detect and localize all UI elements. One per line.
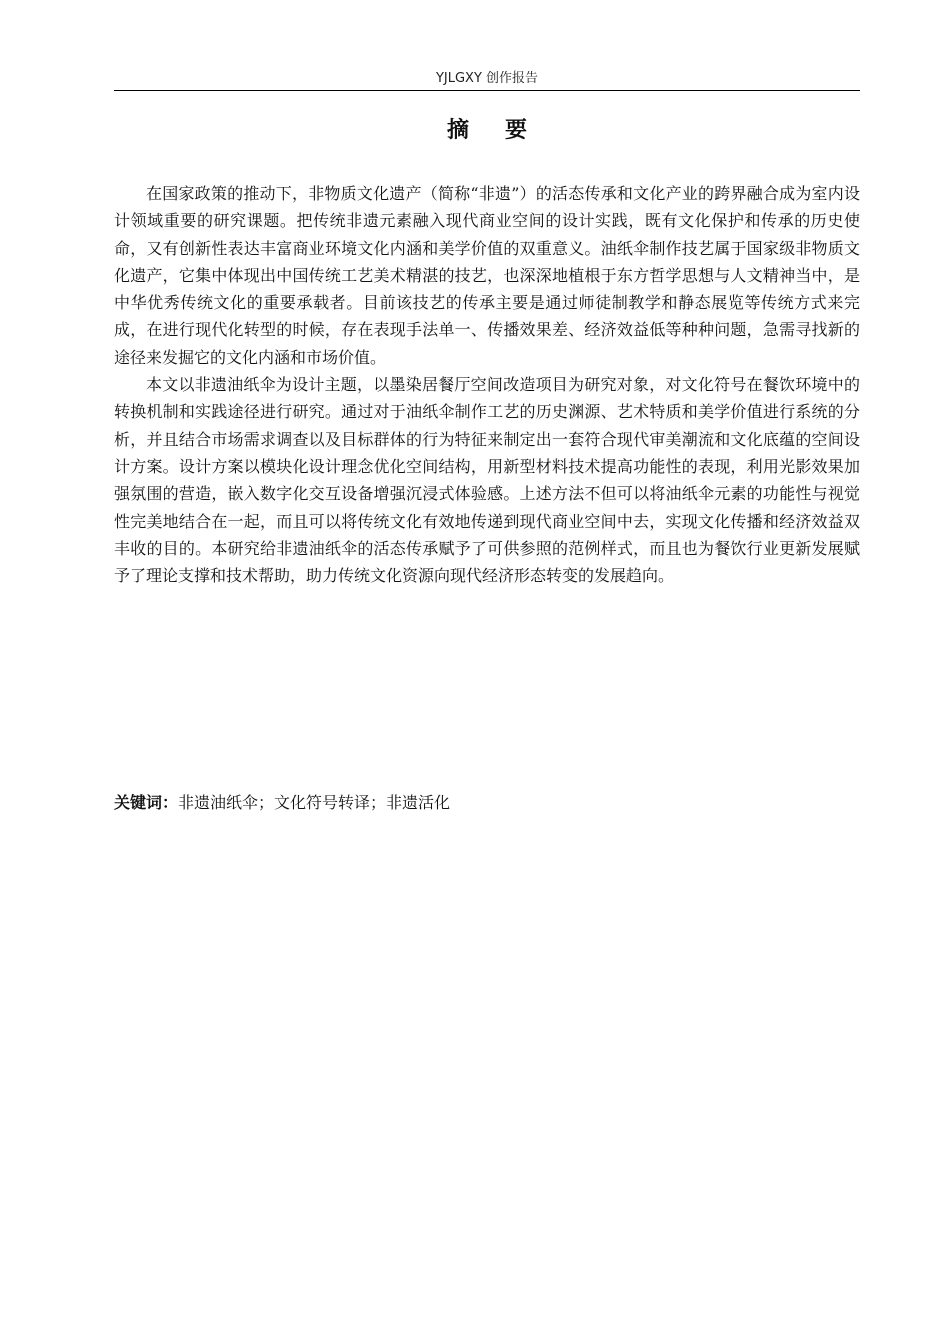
keywords-text: 非遗油纸伞；文化符号转译；非遗活化 [178,793,451,812]
abstract-paragraph-1: 在国家政策的推动下，非物质文化遗产（简称“非遗”）的活态传承和文化产业的跨界融合成为室内设计领域重要的研究课题。把传统非遗元素融入现代商业空间的设计实践，既有文化保护和传承的历史使命，又有创新性表达丰富商业环境文化内涵和美学价值的双重意义。油纸伞制作技艺属于国家级非物质文化遗产，它集中体现出中国传统工艺美术精湛的技艺，也深深地植根于东方哲学思想与人文精神当中，是中华优秀传统文化的重要承载者。目前该技艺的传承主要是通过师徒制教学和静态展览等传统方式来完成，在进行现代化转型的时候，存在表现手法单一、传播效果差、经济效益低等种种问题，急需寻找新的途径来发掘它的文化内涵和市场价值。 [114,184,860,367]
page-header: YJLGXY 创作报告 [435,71,539,86]
page-title: 摘要 [446,118,563,143]
abstract-body [114,180,860,589]
keywords-line [114,790,860,816]
header-divider [114,90,860,91]
keywords-label: 关键词： [114,793,179,812]
abstract-paragraph-2: 本文以非遗油纸伞为设计主题，以墨染居餐厅空间改造项目为研究对象，对文化符号在餐饮环境中的转换机制和实践途径进行研究。通过对于油纸伞制作工艺的历史渊源、艺术特质和美学价值进行系统的分析，并且结合市场需求调查以及目标群体的行为特征来制定出一套符合现代审美潮流和文化底蕴的空间设计方案。设计方案以模块化设计理念优化空间结构，用新型材料技术提高功能性的表现，利用光影效果加强氛围的营造，嵌入数字化交互设备增强沉浸式体验感。上述方法不但可以将油纸伞元素的功能性与视觉性完美地结合在一起，而且可以将传统文化有效地传递到现代商业空间中去，实现文化传播和经济效益双丰收的目的。本研究给非遗油纸伞的活态传承赋予了可供参照的范例样式，而且也为餐饮行业更新发展赋予了理论支撑和技术帮助，助力传统文化资源向现代经济形态转变的发展趋向。 [114,375,860,586]
